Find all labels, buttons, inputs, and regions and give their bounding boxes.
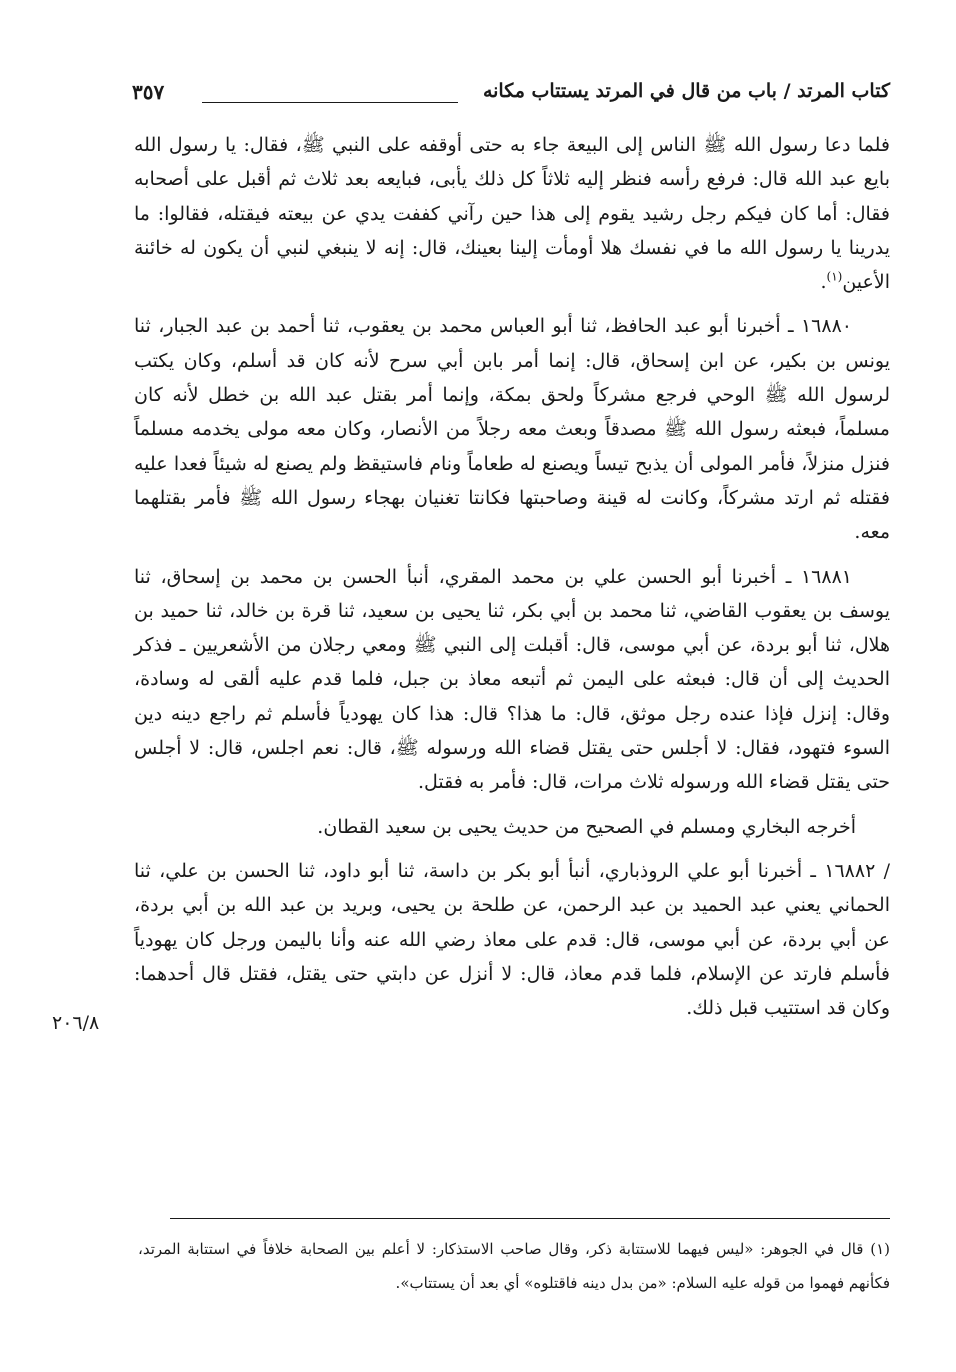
page-number: ٣٥٧ bbox=[132, 80, 165, 104]
chapter-title: كتاب المرتد / باب من قال في المرتد يستتاب مكانه bbox=[482, 80, 890, 102]
footnote-reference[interactable]: (١) bbox=[826, 269, 843, 284]
header-rule bbox=[202, 102, 458, 103]
main-text bbox=[134, 128, 890, 1035]
takhrij-note: أخرجه البخاري ومسلم في الصحيح من حديث يحيى بن سعيد القطان. bbox=[317, 815, 856, 838]
footnote-divider bbox=[170, 1218, 890, 1219]
paragraph-text: فلما دعا رسول الله ﷺ الناس إلى البيعة جاء به حتى أوقفه على النبي ﷺ، فقال: يا رسول الله بايع عبد الله قال: فرفع رأسه فنظر إليه ثلاثاً كل ذلك يأبى، فبايعه بعد ثلاث ثم أقبل على أصحابه فقال: أما كان فيكم رجل رشيد يقوم إلى هذا حين رآني كففت يدي عن بيعته فيقتله، فقالوا: ما يدرينا يا رسول الله ما في نفسك هلا أومأت إلينا بعينك، قال: إنه لا ينبغي لنبي أن يكون له خائنة الأعين bbox=[134, 134, 890, 294]
hadith-16882: / ١٦٨٨٢ ـ أخبرنا أبو علي الروذباري، أنبأ أبو بكر بن داسة، ثنا أبو داود، ثنا الحسن بن علي، ثنا الحماني يعني عبد الحميد بن عبد الرحمن، عن طلحة بن يحيى، وبريد بن عبد الله بن أبي بردة، عن أبي بردة، عن أبي موسى، قال: قدم على معاذ رضي الله عنه وأنا باليمن ورجل كان يهودياً فأسلم فارتد عن الإسلام، فلما قدم معاذ، قال: لا أنزل عن دابتي حتى يقتل، فقتل قال أحدهما: وكان قد استتيب قبل ذلك. bbox=[134, 859, 890, 1020]
paragraph-continuation: فلما دعا رسول الله ﷺ الناس إلى البيعة جاء به حتى أوقفه على النبي ﷺ، فقال: يا رسول الله بايع عبد الله قال: فرفع رأسه فنظر إليه ثلاثاً كل ذلك يأبى، فبايعه بعد ثلاث ثم أقبل على أصحابه فقال: أما كان فيكم رجل رشيد يقوم إلى هذا حين رآني كففت يدي عن بيعته فيقتله، فقالوا: ما يدرينا يا رسول الله ما في نفسك هلا أومأت إلينا بعينك، قال: إنه لا ينبغي لنبي أن يكون له خائنة الأعين$^{(١)}$. bbox=[134, 134, 890, 294]
hadith-16881: ١٦٨٨١ ـ أخبرنا أبو الحسن علي بن محمد المقري، أنبأ الحسن بن محمد بن إسحاق، ثنا يوسف بن يعقوب القاضي، ثنا محمد بن أبي بكر، ثنا يحيى بن سعيد، ثنا قرة بن خالد، ثنا حميد بن هلال، ثنا أبو بردة، عن أبي موسى، قال: أقبلت إلى النبي ﷺ ومعي رجلان من الأشعريين ـ فذكر الحديث إلى أن قال: فبعثه على اليمن ثم أتبعه معاذ بن جبل، فلما قدم عليه ألقى له وسادة، وقال: إنزل فإذا عنده رجل موثق، قال: ما هذا؟ قال: هذا كان يهودياً فأسلم ثم راجع دينه دين السوء فتهود، فقال: لا أجلس حتى يقتل قضاء الله ورسوله ﷺ، قال: نعم اجلس، قال: لا أجلس حتى يقتل قضاء الله ورسوله ثلاث مرات، قال: فأمر به فقتل. bbox=[134, 565, 890, 794]
footnote: (١) قال في الجوهر: «ليس فيهما للاستتابة ذكر، وقال صاحب الاستذكار: لا أعلم بين الصحابة خلافاً في استتابة المرتد، فكأنهم فهموا من قوله عليه السلام: «من بدل دينه فاقتلوه» أي بعد أن يستتاب». bbox=[138, 1240, 890, 1292]
margin-volume-page-reference: ٢٠٦/٨ bbox=[52, 1012, 100, 1034]
running-header bbox=[132, 78, 890, 114]
hadith-16880: ١٦٨٨٠ ـ أخبرنا أبو عبد الحافظ، ثنا أبو العباس محمد بن يعقوب، ثنا أحمد بن عبد الجبار، ثنا يونس بن بكير، عن ابن إسحاق، قال: إنما أمر بابن أبي سرح لأنه كان قد أسلم، وكان يكتب لرسول الله ﷺ الوحي فرجع مشركاً ولحق بمكة، وإنما أمر بقتل عبد الله بن خطل لأنه كان مسلماً، فبعثه رسول الله ﷺ مصدقاً وبعث معه رجلاً من الأنصار، وكان معه مولى يخدمه مسلماً فنزل منزلاً، فأمر المولى أن يذبح تيساً ويصنع له طعاماً ونام فاستيقظ ولم يصنع له شيئاً فعدا عليه فقتله ثم ارتد مشركاً، وكانت له قينة وصاحبتها فكانتا تغنيان بهجاء رسول الله ﷺ فأمر بقتلهما معه. bbox=[134, 315, 890, 544]
